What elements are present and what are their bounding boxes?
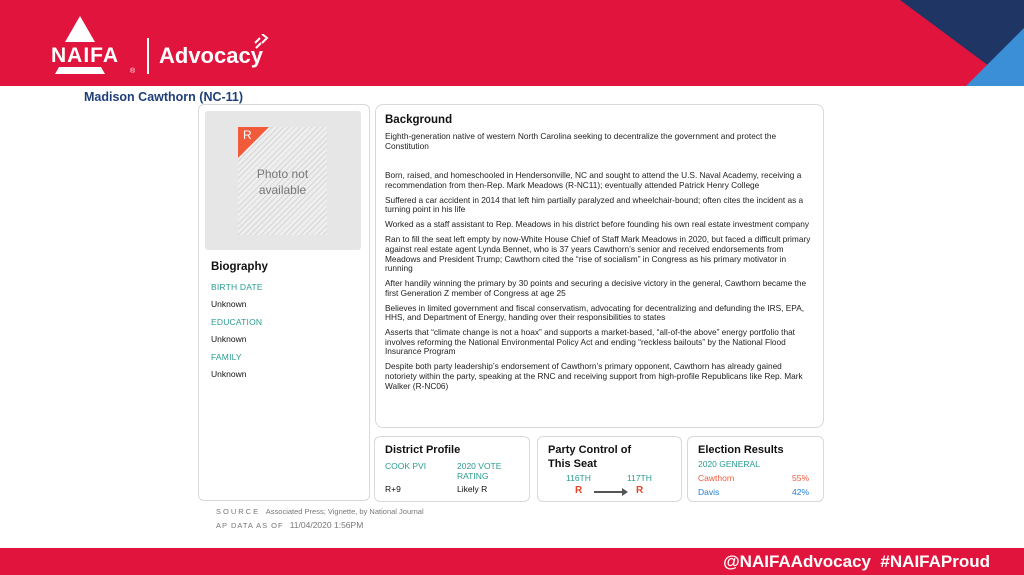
header-banner (0, 0, 1024, 86)
source-value: Associated Press; Vignette, by National Journal (265, 507, 424, 516)
background-paragraph: After handily winning the primary by 30 points and securing a decisive victory in the general, Cawthorn became the first Generation Z member of Congress at age 25 (385, 278, 807, 298)
party-letter: R (243, 128, 252, 142)
background-card (375, 104, 824, 428)
background-paragraph: Ran to fill the seat left empty by now-White House Chief of Staff Mark Meadows in 2020, but faced a difficult primary against real estate agent Lynda Bennet, who is 37 years Cawthorn’s senior and received endorsements from Meadows and President Trump; Cawthorn cited the “rise of socialism” in Congress as his primary motivator in running (385, 234, 811, 274)
congress-from-label: 116TH (566, 473, 591, 483)
profile-card (198, 104, 370, 501)
background-paragraph: Asserts that “climate change is not a hoax” and supports a market-based, “all-of-the above” energy portfolio that involves reforming the National Environmental Policy Act and ending “reckless bailouts” by the National Flood Insurance Program (385, 327, 795, 357)
candidate-name-1: Cawthorn (698, 473, 735, 483)
election-subtitle: 2020 GENERAL (698, 459, 760, 469)
election-results-title: Election Results (698, 444, 784, 456)
logo-divider (147, 38, 149, 74)
registered-mark: ® (130, 68, 136, 75)
arrow-right-icon (594, 488, 628, 496)
vote-rating-value: Likely R (457, 484, 488, 494)
cook-pvi-value: R+9 (385, 484, 401, 494)
vote-rating-label: 2020 VOTE RATING (457, 461, 502, 481)
photo-placeholder-text: Photo not available (256, 167, 309, 197)
background-list (385, 132, 815, 397)
background-paragraph: Despite both party leadership’s endorsement of Cawthorn’s primary opponent, Cawthorn has already gained notoriety within the party, speaking at the RNC and receiving support from high-profile Republicans like Rep. Mark Walker (R-NC06) (385, 361, 803, 391)
candidate-name-2: Davis (698, 487, 720, 497)
as-of-label: AP DATA AS OF (216, 521, 284, 530)
family-value: Unknown (211, 369, 247, 379)
cook-pvi-label: COOK PVI (385, 461, 427, 471)
party-from-value: R (575, 485, 583, 496)
source-label: SOURCE (216, 507, 261, 516)
candidate-pct-1: 55% (792, 473, 810, 483)
party-to-value: R (636, 485, 644, 496)
background-paragraph: Worked as a staff assistant to Rep. Meadows in his district before founding his own real estate investment company (385, 219, 809, 230)
brand-advocacy: Advocacy (159, 43, 263, 68)
background-title: Background (385, 114, 453, 126)
logo-text: NAIFA (51, 44, 119, 67)
page-title: Madison Cawthorn (NC-11) (84, 90, 244, 104)
party-control-card (537, 436, 682, 502)
education-label: EDUCATION (211, 317, 263, 327)
background-paragraph: Believes in limited government and fiscal conservatism, advocating for decentralizing and defunding the IRS, EPA, HHS, and Department of Energy, handing over their responsibilities to states (385, 302, 805, 323)
congress-to-label: 117TH (627, 473, 652, 483)
election-results-card (687, 436, 824, 502)
district-profile-card (374, 436, 530, 502)
footer-banner (0, 548, 1024, 575)
corner-triangles-graphic (900, 0, 1024, 86)
background-paragraph: Eighth-generation native of western North Carolina seeking to decentralize the government and protect the Constitution (385, 131, 777, 151)
party-control-title: Party Control of This Seat (548, 444, 632, 470)
education-value: Unknown (211, 334, 247, 344)
chevron-arrows-icon (253, 34, 273, 50)
as-of-value: 11/04/2020 1:56PM (289, 520, 364, 530)
candidate-pct-2: 42% (792, 487, 810, 497)
family-label: FAMILY (211, 352, 242, 362)
as-of-line (216, 520, 363, 530)
background-paragraph: Suffered a car accident in 2014 that left him partially paralyzed and wheelchair-bound; often cites the incident as a turning point in his life (385, 194, 804, 215)
district-profile-title: District Profile (385, 444, 461, 456)
background-paragraph: Born, raised, and homeschooled in Hendersonville, NC and sought to attend the U.S. Naval Academy, receiving a recommendation from then-Rep. Mark Meadows (R-NC11); eventually attended Patrick Henry College (385, 170, 802, 190)
footer-hashtags: @NAIFAAdvocacy #NAIFAProud (723, 552, 990, 571)
source-line (216, 507, 424, 516)
photo-box (205, 111, 361, 250)
biography-title: Biography (211, 261, 268, 273)
birth-date-label: BIRTH DATE (211, 282, 263, 292)
birth-date-value: Unknown (211, 299, 247, 309)
